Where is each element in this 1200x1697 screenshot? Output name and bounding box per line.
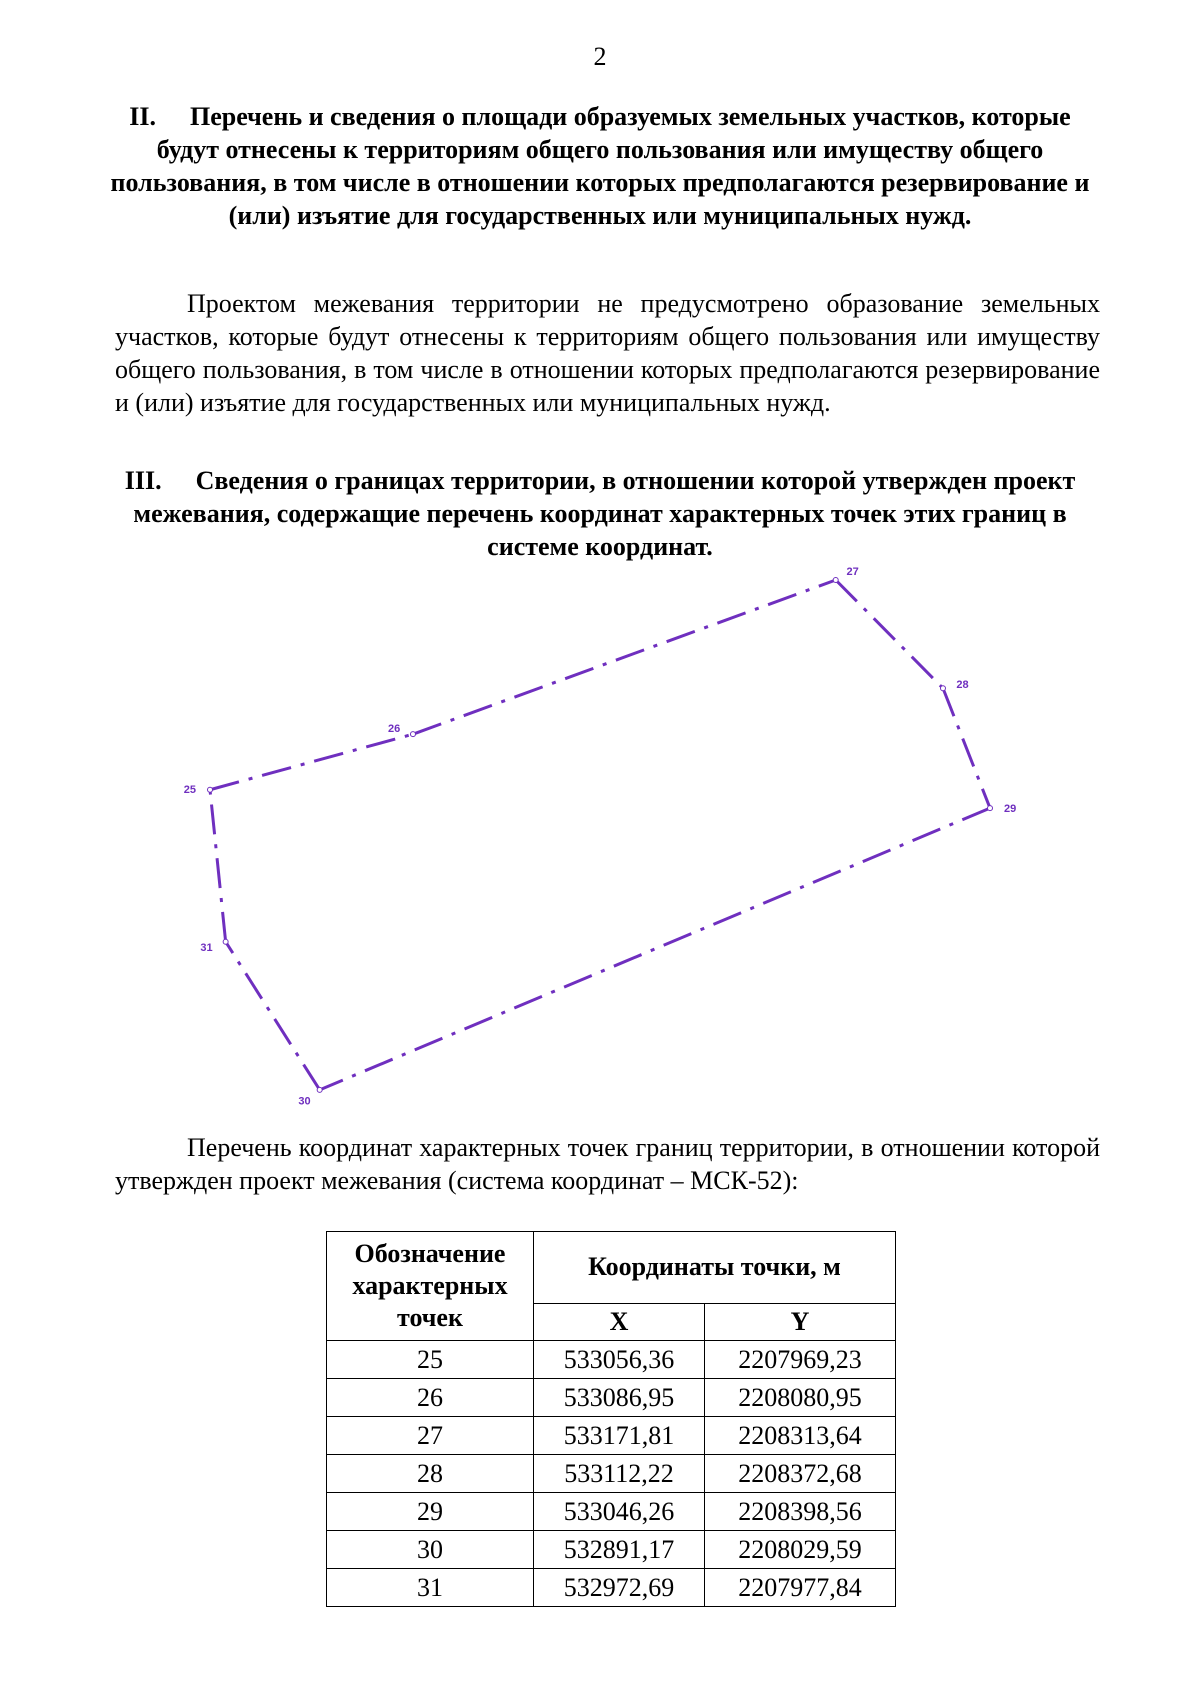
boundary-point-label: 27 [846, 566, 859, 579]
header-y: Y [705, 1303, 896, 1340]
boundary-points [184, 566, 1016, 1107]
coordinates-table [326, 1231, 896, 1607]
section-3-title: Сведения о границах территории, в отношении которой утвержден проект межевания, содержащие перечень координат характерных точек этих границ в системе координат. [133, 466, 1076, 561]
section-2-heading [100, 100, 1100, 232]
boundary-point [410, 732, 415, 737]
boundary-point [988, 806, 993, 811]
y-cell: 2208080,95 [705, 1379, 896, 1417]
x-cell: 532891,17 [534, 1531, 705, 1569]
table-row [327, 1493, 896, 1531]
table-row [327, 1379, 896, 1417]
point-cell: 28 [327, 1455, 534, 1493]
boundary-point [940, 686, 945, 691]
y-cell: 2208372,68 [705, 1455, 896, 1493]
y-cell: 2208313,64 [705, 1417, 896, 1455]
point-cell: 27 [327, 1417, 534, 1455]
boundary-point-label: 26 [388, 723, 401, 736]
table-row [327, 1417, 896, 1455]
x-cell: 533056,36 [534, 1341, 705, 1379]
table-row [327, 1341, 896, 1379]
boundary-segment [210, 790, 226, 942]
header-x: X [534, 1303, 705, 1340]
y-cell: 2207969,23 [705, 1341, 896, 1379]
y-cell: 2208398,56 [705, 1493, 896, 1531]
boundary-point-label: 31 [200, 942, 213, 955]
boundary-point-label: 28 [956, 679, 969, 692]
section-2-title: Перечень и сведения о площади образуемых земельных участков, которые будут отнесены к территориям общего пользования или имуществу общего пользования, в том числе в отношении которых предполагаются резервирование и (или) изъятие для государственных или муниципальных нужд. [110, 102, 1090, 230]
y-cell: 2208029,59 [705, 1531, 896, 1569]
header-point-designation: Обозначение характерных точек [327, 1232, 534, 1341]
boundary-point [223, 939, 228, 944]
table-row [327, 1531, 896, 1569]
table-row [327, 1569, 896, 1607]
boundary-segment [320, 808, 990, 1090]
boundary-point-label: 29 [1003, 803, 1017, 816]
boundary-point [317, 1087, 322, 1092]
x-cell: 533171,81 [534, 1417, 705, 1455]
boundary-point-label: 25 [183, 784, 197, 797]
x-cell: 533112,22 [534, 1455, 705, 1493]
section-3-heading [100, 464, 1100, 563]
boundary-point [833, 578, 838, 583]
boundary-point [208, 787, 213, 792]
point-cell: 31 [327, 1569, 534, 1607]
page-number: 2 [593, 42, 607, 71]
x-cell: 533086,95 [534, 1379, 705, 1417]
boundary-point-label: 30 [298, 1095, 311, 1108]
boundary-segment [413, 580, 836, 734]
section-2-body: Проектом межевания территории не предусмотрено образование земельных участков, которые будут отнесены к территориям общего пользования или имуществу общего пользования, в том числе в отношении которых предполагаются резервирование и (или) изъятие для государственных или муниципальных нужд. [115, 289, 1100, 417]
boundary-segment [226, 942, 320, 1090]
section-2-number: II. [129, 102, 157, 131]
boundary-segment [943, 688, 990, 808]
coordinates-intro: Перечень координат характерных точек границ территории, в отношении которой утвержден проект межевания (система координат – МСК-52): [115, 1133, 1100, 1195]
point-cell: 30 [327, 1531, 534, 1569]
y-cell: 2207977,84 [705, 1569, 896, 1607]
point-cell: 26 [327, 1379, 534, 1417]
table-row [327, 1455, 896, 1493]
boundary-lines [210, 580, 990, 1090]
boundary-segment [836, 580, 943, 688]
x-cell: 532972,69 [534, 1569, 705, 1607]
boundary-segment [210, 734, 413, 790]
x-cell: 533046,26 [534, 1493, 705, 1531]
point-cell: 25 [327, 1341, 534, 1379]
boundary-map [0, 560, 1200, 1120]
point-cell: 29 [327, 1493, 534, 1531]
header-coordinates: Координаты точки, м [534, 1232, 896, 1304]
section-3-number: III. [124, 466, 162, 495]
